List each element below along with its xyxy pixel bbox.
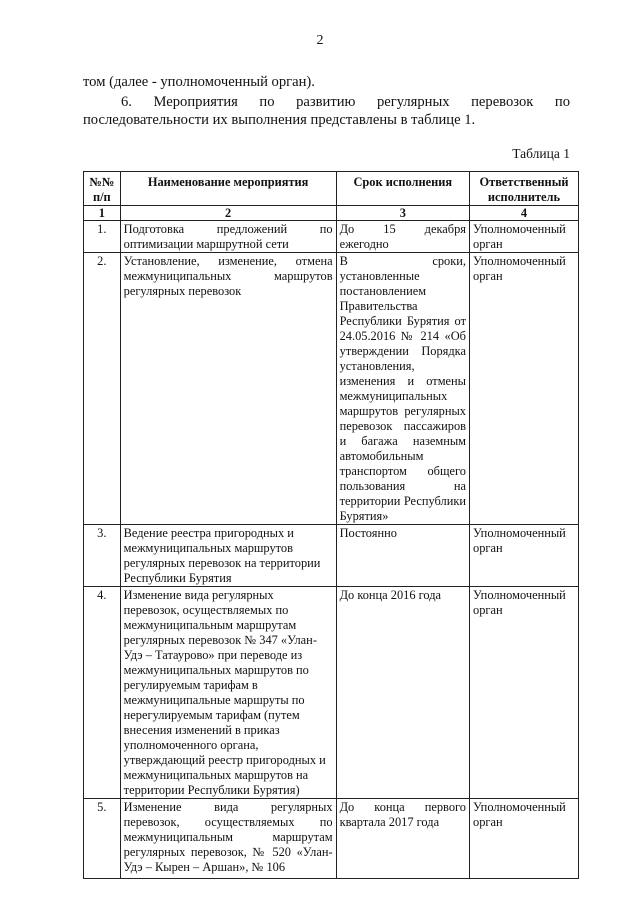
row-activity-name: Изменение вида регулярных перевозок, осуществляемых по межмуниципальным маршрутам регулярных перевозок, № 520 «Улан-Удэ – Кырен – Аршан», № 106 <box>120 799 336 879</box>
table-row <box>84 587 579 799</box>
row-deadline: До конца 2016 года <box>336 587 469 799</box>
table-row <box>84 525 579 587</box>
row-deadline: До 15 декабря ежегодно <box>336 221 469 253</box>
row-executor: Уполномоченный орган <box>470 525 579 587</box>
row-number: 5. <box>84 799 121 879</box>
table-caption: Таблица 1 <box>512 146 570 161</box>
row-activity-name: Подготовка предложений по оптимизации маршрутной сети <box>120 221 336 253</box>
column-number-4: 4 <box>470 206 579 221</box>
column-numbers-row <box>84 206 579 221</box>
row-executor: Уполномоченный орган <box>470 799 579 879</box>
table-row <box>84 221 579 253</box>
row-number: 2. <box>84 253 121 525</box>
page-number: 2 <box>316 33 324 48</box>
intro-paragraph-item-6: 6. Мероприятия по развитию регулярных перевозок по последовательности их выполнения представлены в таблице 1. <box>83 94 570 128</box>
row-deadline: В сроки, установленные постановлением Правительства Республики Бурятия от 24.05.2016 № 214 «Об утверждении Порядка установления, изменения и отмены межмуниципальных маршрутов регулярных перевозок пассажиров и багажа наземным автомобильным транспортом общего пользования на территории Республики Бурятия» <box>336 253 469 525</box>
row-number: 3. <box>84 525 121 587</box>
row-executor: Уполномоченный орган <box>470 587 579 799</box>
column-number-1: 1 <box>84 206 121 221</box>
header-number: №№ п/п <box>84 172 121 206</box>
row-deadline: До конца первого квартала 2017 года <box>336 799 469 879</box>
row-executor: Уполномоченный орган <box>470 221 579 253</box>
row-activity-name: Изменение вида регулярных перевозок, осуществляемых по межмуниципальным маршрутам регулярных перевозок № 347 «Улан-Удэ – Татаурово» при переводе из межмуниципальных маршрутов по регулируемым тарифам в межмуниципальные маршруты по нерегулируемым тарифам (путем внесения изменений в приказ уполномоченного органа, утверждающий реестр пригородных и межмуниципальных маршрутов на территории Республики Бурятия) <box>120 587 336 799</box>
row-number: 4. <box>84 587 121 799</box>
row-activity-name: Ведение реестра пригородных и межмуниципальных маршрутов регулярных перевозок на территории Республики Бурятия <box>120 525 336 587</box>
table-row <box>84 253 579 525</box>
activities-table <box>83 171 579 879</box>
table-header-row <box>84 172 579 206</box>
intro-paragraph-continuation: том (далее - уполномоченный орган). <box>83 74 315 90</box>
header-executor: Ответственный исполнитель <box>470 172 579 206</box>
row-number: 1. <box>84 221 121 253</box>
row-deadline: Постоянно <box>336 525 469 587</box>
column-number-2: 2 <box>120 206 336 221</box>
row-executor: Уполномоченный орган <box>470 253 579 525</box>
row-activity-name: Установление, изменение, отмена межмуниципальных маршрутов регулярных перевозок <box>120 253 336 525</box>
column-number-3: 3 <box>336 206 469 221</box>
header-activity-name: Наименование мероприятия <box>120 172 336 206</box>
header-deadline: Срок исполнения <box>336 172 469 206</box>
table-row <box>84 799 579 879</box>
